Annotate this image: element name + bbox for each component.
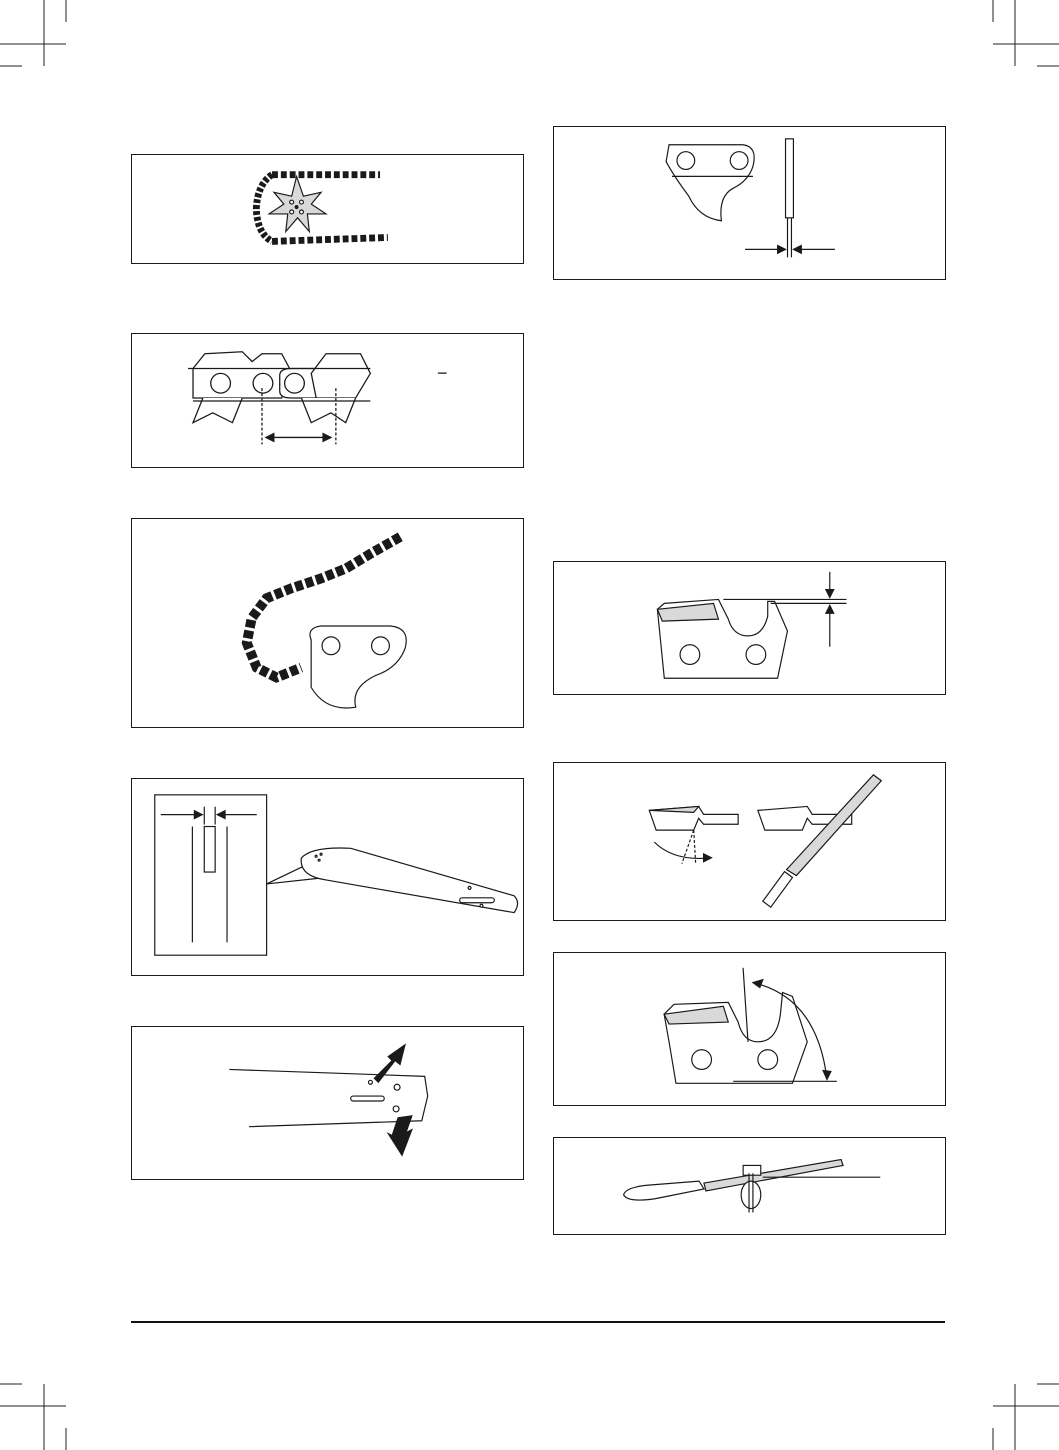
file-holder-drawing	[554, 1138, 945, 1234]
bar-holes-drawing	[132, 1027, 523, 1179]
figure-file-holder	[553, 1137, 946, 1235]
figure-chain-drive-link	[131, 518, 524, 728]
figure-chain-pitch	[131, 333, 524, 468]
figure-bar-groove	[131, 778, 524, 976]
top-plate-angle-drawing	[554, 953, 945, 1105]
drive-link-gauge-drawing	[554, 127, 945, 279]
depth-gauge-drawing	[554, 562, 945, 694]
footer-rule	[131, 1321, 945, 1323]
figure-bar-holes	[131, 1026, 524, 1180]
filing-angle-drawing	[554, 763, 945, 920]
chain-drive-link-drawing	[132, 519, 523, 727]
figure-chain-sprocket	[131, 154, 524, 264]
chain-sprocket-drawing	[132, 155, 523, 263]
figure-depth-gauge	[553, 561, 946, 695]
figure-filing-angle	[553, 762, 946, 921]
chain-pitch-drawing	[132, 334, 523, 467]
pitch-dimension-mark: −	[437, 363, 448, 383]
figure-drive-link-gauge	[553, 126, 946, 280]
bar-groove-drawing	[132, 779, 523, 975]
figure-top-plate-angle	[553, 952, 946, 1106]
